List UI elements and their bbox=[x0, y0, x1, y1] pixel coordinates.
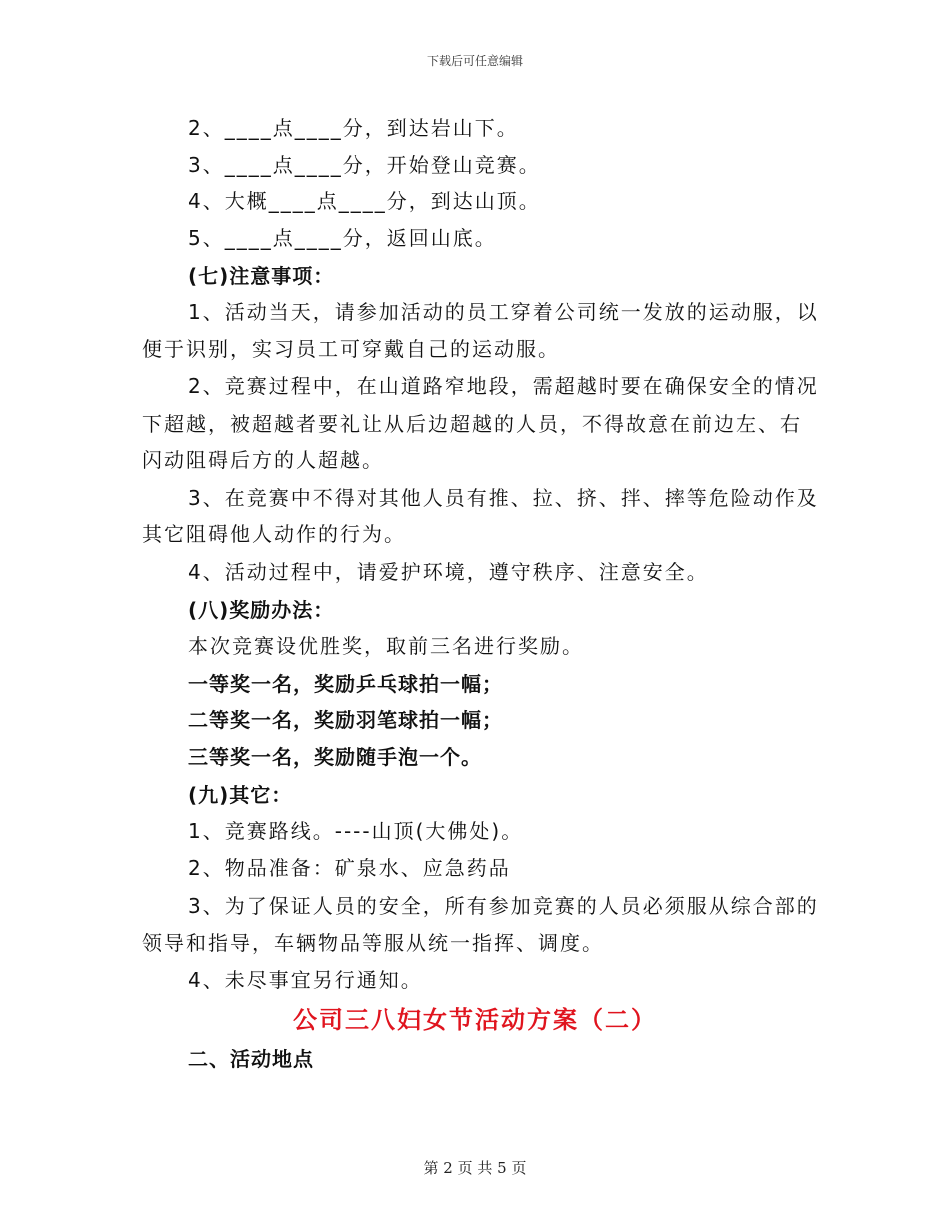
schedule-item-3: 3、____点____分，开始登山竞赛。 bbox=[188, 153, 541, 177]
second-prize: 二等奖一名，奖励羽笔球拍一幅； bbox=[188, 708, 503, 732]
activity-location-heading: 二、活动地点 bbox=[188, 1047, 314, 1071]
page-header: 下载后可任意编辑 bbox=[426, 54, 523, 68]
document-title: 公司三八妇女节活动方案（二） bbox=[293, 1006, 657, 1034]
first-prize: 一等奖一名，奖励乒乓球拍一幅； bbox=[188, 672, 503, 696]
schedule-item-4: 4、大概____点____分，到达山顶。 bbox=[188, 189, 541, 213]
other-item-1: 1、竞赛路线。----山顶(大佛处)。 bbox=[188, 819, 524, 843]
other-item-3-line-2: 领导和指导，车辆物品等服从统一指挥、调度。 bbox=[142, 931, 604, 955]
third-prize: 三等奖一名，奖励随手泡一个。 bbox=[188, 745, 482, 769]
notice-item-4: 4、活动过程中，请爱护环境，遵守秩序、注意安全。 bbox=[188, 560, 709, 584]
notice-item-2-line-3: 闪动阻碍后方的人超越。 bbox=[142, 448, 384, 472]
notice-item-3-line-1: 3、在竞赛中不得对其他人员有推、拉、挤、拌、摔等危险动作及 bbox=[188, 486, 819, 510]
other-item-4: 4、未尽事宜另行通知。 bbox=[188, 968, 423, 992]
notice-item-3-line-2: 其它阻碍他人动作的行为。 bbox=[142, 522, 406, 546]
reward-intro: 本次竞赛设优胜奖，取前三名进行奖励。 bbox=[188, 634, 584, 658]
schedule-item-5: 5、____点____分，返回山底。 bbox=[188, 226, 497, 250]
section-9-heading: (九)其它： bbox=[188, 783, 293, 807]
other-item-3-line-1: 3、为了保证人员的安全，所有参加竞赛的人员必须服从综合部的 bbox=[188, 894, 819, 918]
notice-item-1-line-2: 便于识别，实习员工可穿戴自己的运动服。 bbox=[142, 337, 560, 361]
schedule-item-2: 2、____点____分，到达岩山下。 bbox=[188, 116, 519, 140]
notice-item-2-line-1: 2、竞赛过程中，在山道路窄地段，需超越时要在确保安全的情况 bbox=[188, 374, 819, 398]
notice-item-2-line-2: 下超越，被超越者要礼让从后边超越的人员，不得故意在前边左、右 bbox=[142, 412, 802, 436]
notice-item-1-line-1: 1、活动当天，请参加活动的员工穿着公司统一发放的运动服，以 bbox=[188, 300, 819, 324]
page-footer: 第 2 页 共 5 页 bbox=[423, 1159, 527, 1177]
section-8-heading: (八)奖励办法： bbox=[188, 598, 335, 622]
other-item-2: 2、物品准备：矿泉水、应急药品 bbox=[188, 856, 511, 880]
section-7-heading: (七)注意事项： bbox=[188, 264, 335, 288]
